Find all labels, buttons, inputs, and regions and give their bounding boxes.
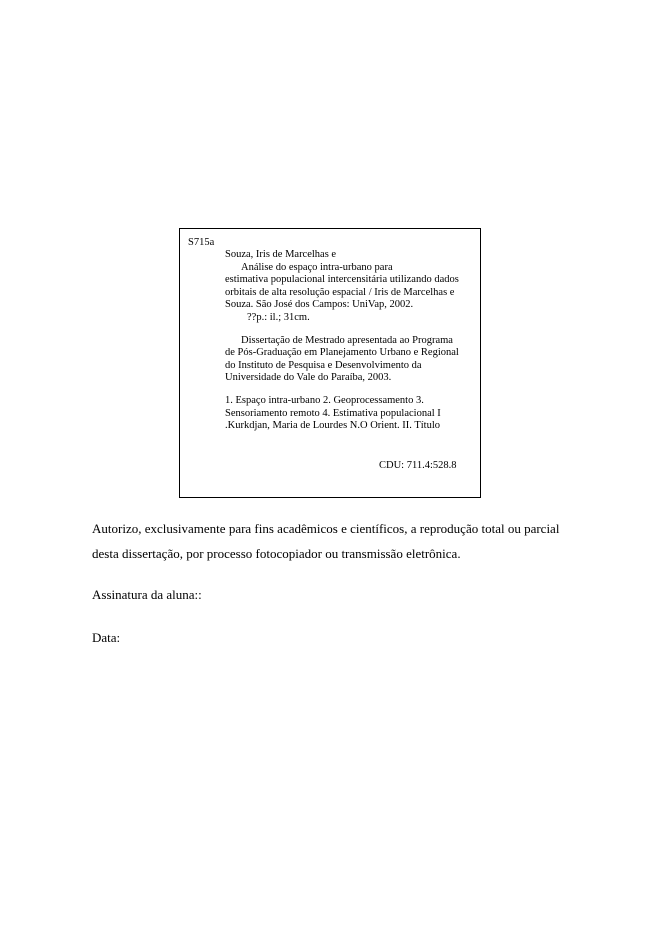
card-subject-line: Sensoriamento remoto 4. Estimativa populacional I [225, 407, 441, 419]
card-subject-line: .Kurkdjan, Maria de Lourdes N.O Orient. II. Título [225, 420, 441, 432]
card-author: Souza, Iris de Marcelhas e [225, 249, 337, 260]
signature-label: Assinatura da aluna:: [92, 587, 202, 602]
catalog-card [179, 228, 481, 498]
authorization-statement [92, 516, 632, 566]
call-number: S715a [188, 237, 215, 248]
card-imprint: Souza. São José dos Campos: UniVap, 2002. [225, 299, 414, 311]
card-title-line: Análise do espaço intra-urbano para [241, 261, 393, 273]
card-title-line: estimativa populacional intercensitária utilizando dados [225, 274, 459, 286]
card-note-line: Dissertação de Mestrado apresentada ao Programa [241, 334, 453, 346]
card-physical-description: ??p.: il.; 31cm. [247, 311, 310, 323]
card-title-line: orbitais de alta resolução espacial / Iris de Marcelhas e [225, 286, 455, 298]
authorization-line: desta dissertação, por processo fotocopiador ou transmissão eletrônica. [92, 546, 461, 561]
catalog-card-body [225, 249, 475, 433]
card-subject-line: 1. Espaço intra-urbano 2. Geoprocessamento 3. [225, 394, 424, 406]
date-label: Data: [92, 630, 121, 645]
card-note-line: Universidade do Vale do Paraíba, 2003. [225, 372, 392, 384]
card-note-line: de Pós-Graduação em Planejamento Urbano e Regional [225, 347, 459, 359]
card-note-line: do Instituto de Pesquisa e Desenvolvimento da [225, 359, 422, 371]
authorization-line: Autorizo, exclusivamente para fins acadêmicos e científicos, a reprodução total ou parcial [92, 521, 560, 536]
cdu-classification: CDU: 711.4:528.8 [379, 460, 457, 471]
